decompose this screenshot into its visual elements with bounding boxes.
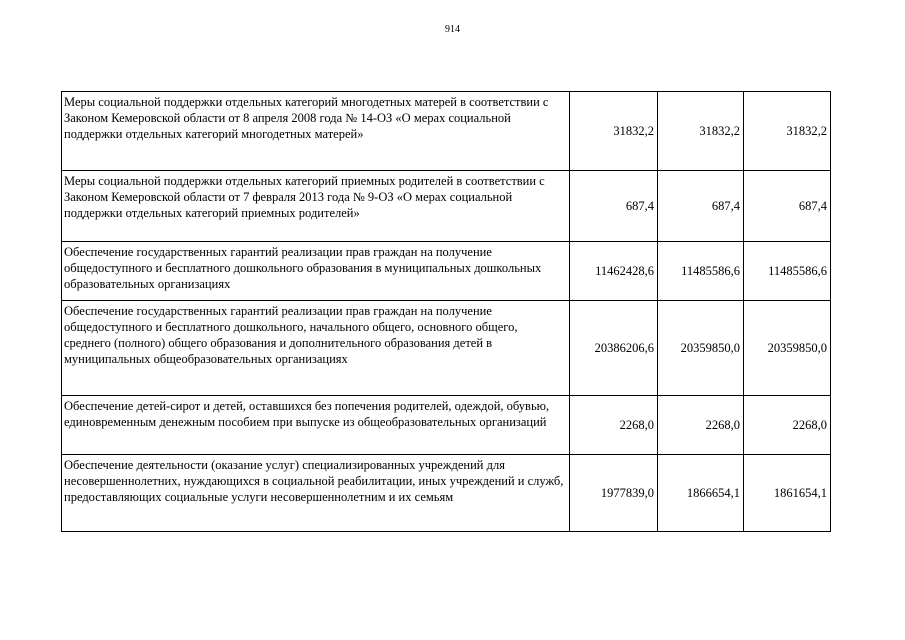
- row-description: Обеспечение государственных гарантий реализации прав граждан на получение общедоступного и бесплатного дошкольного образования в муниципальных дошкольных образовательных организациях: [62, 242, 570, 301]
- row-value-year-1: 11462428,6: [570, 242, 658, 301]
- row-description: Обеспечение детей-сирот и детей, оставшихся без попечения родителей, одеждой, обувью, единовременным денежным пособием при выпуске из общеобразовательных организаций: [62, 396, 570, 455]
- row-description: Меры социальной поддержки отдельных категорий многодетных матерей в соответствии с Законом Кемеровской области от 8 апреля 2008 года № 14-ОЗ «О мерах социальной поддержки отдельных категорий многодетных матерей»: [62, 92, 570, 171]
- row-value-year-2: 20359850,0: [658, 301, 744, 396]
- row-value-year-2: 31832,2: [658, 92, 744, 171]
- row-value-year-2: 2268,0: [658, 396, 744, 455]
- row-value-year-1: 687,4: [570, 171, 658, 242]
- row-value-year-3: 31832,2: [744, 92, 831, 171]
- row-value-year-2: 687,4: [658, 171, 744, 242]
- table-row: [62, 242, 831, 301]
- row-description: Меры социальной поддержки отдельных категорий приемных родителей в соответствии с Законом Кемеровской области от 7 февраля 2013 года № 9-ОЗ «О мерах социальной поддержки отдельных категорий приемных родителей»: [62, 171, 570, 242]
- table-row: [62, 171, 831, 242]
- row-value-year-3: 20359850,0: [744, 301, 831, 396]
- row-description: Обеспечение деятельности (оказание услуг) специализированных учреждений для несовершеннолетних, нуждающихся в социальной реабилитации, иных учреждений и служб, предоставляющих социальные услуги несовершеннолетним и их семьям: [62, 455, 570, 532]
- row-value-year-2: 1866654,1: [658, 455, 744, 532]
- table-row: [62, 455, 831, 532]
- row-value-year-1: 1977839,0: [570, 455, 658, 532]
- row-value-year-3: 11485586,6: [744, 242, 831, 301]
- table-row: [62, 301, 831, 396]
- row-value-year-3: 1861654,1: [744, 455, 831, 532]
- row-value-year-1: 2268,0: [570, 396, 658, 455]
- row-value-year-1: 20386206,6: [570, 301, 658, 396]
- row-value-year-3: 2268,0: [744, 396, 831, 455]
- table-row: [62, 396, 831, 455]
- row-value-year-3: 687,4: [744, 171, 831, 242]
- row-value-year-2: 11485586,6: [658, 242, 744, 301]
- budget-table: [61, 91, 831, 532]
- page-number: 914: [445, 24, 460, 35]
- table-row: [62, 92, 831, 171]
- row-value-year-1: 31832,2: [570, 92, 658, 171]
- row-description: Обеспечение государственных гарантий реализации прав граждан на получение общедоступного и бесплатного дошкольного, начального общего, основного общего, среднего (полного) общего образования и дополнительного образования детей в муниципальных общеобразовательных организациях: [62, 301, 570, 396]
